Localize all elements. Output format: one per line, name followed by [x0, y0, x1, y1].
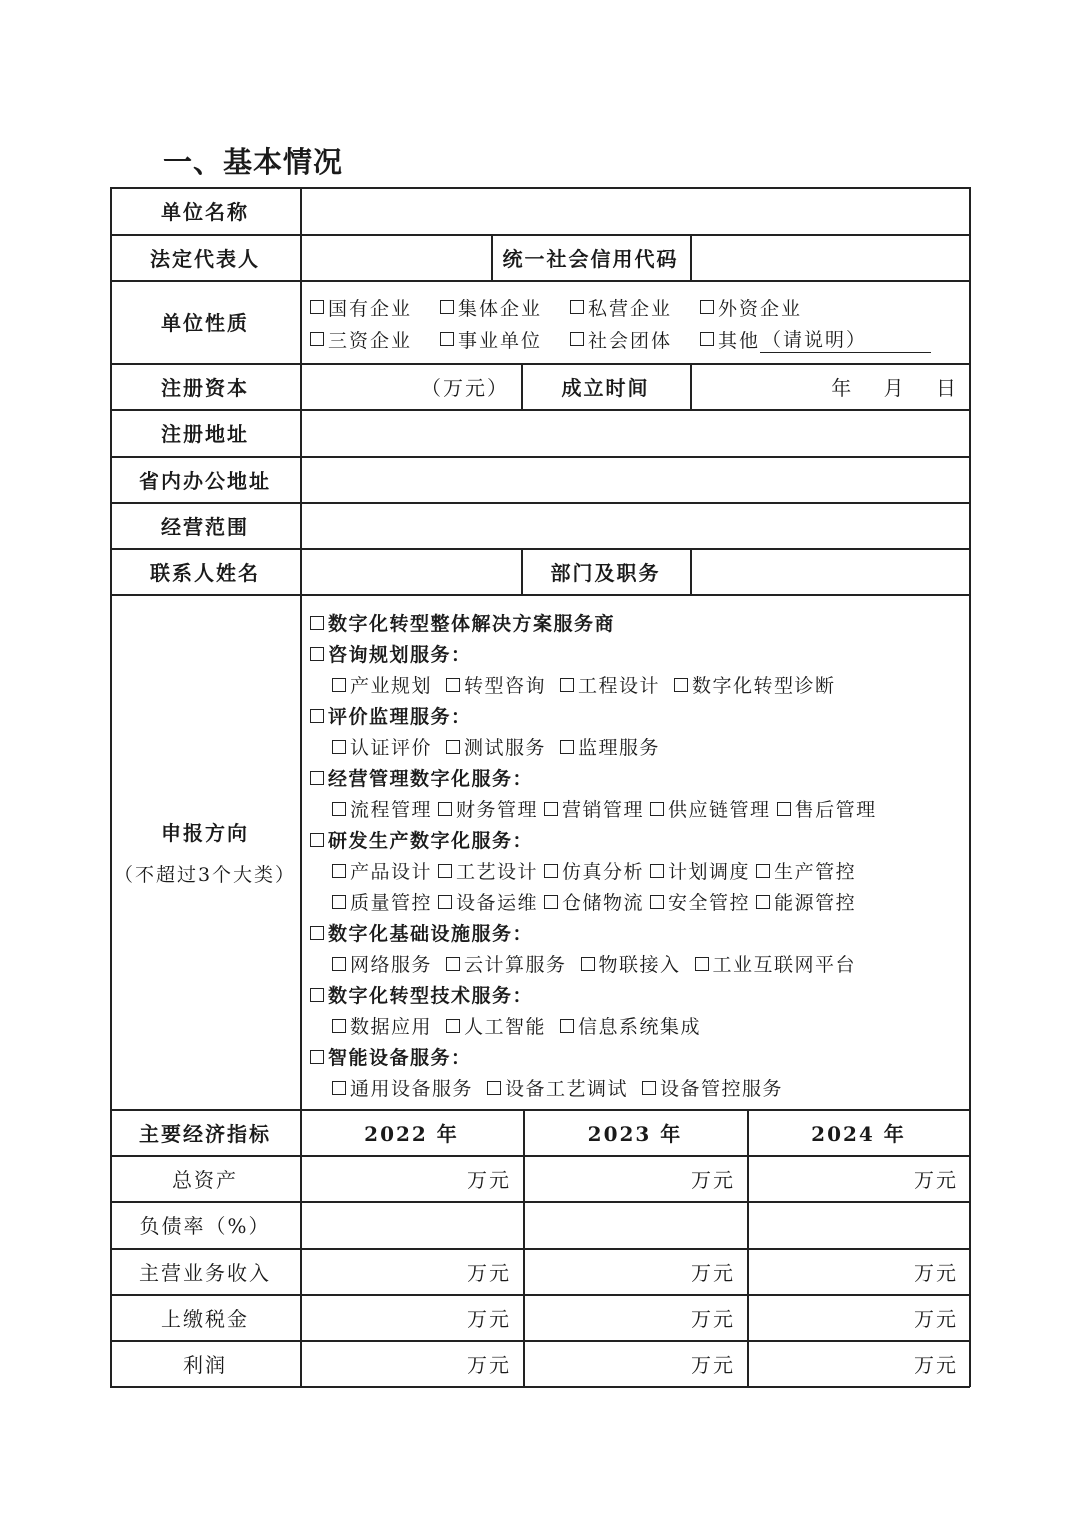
checkbox-icon [310, 833, 324, 847]
checkbox-icon [642, 1081, 656, 1095]
label-contact: 联系人姓名 [150, 561, 260, 585]
dir-infra-item[interactable]: 网络服务 [332, 950, 432, 977]
section-title: 一、基本情况 [163, 145, 344, 179]
checkbox-icon [310, 616, 324, 630]
label-indicators: 主要经济指标 [139, 1122, 271, 1146]
indicator-unit: 万元 [691, 1261, 735, 1285]
dir-rnd-item[interactable]: 生产管控 [756, 857, 856, 884]
label-reg-address: 注册地址 [161, 422, 249, 446]
basic-info-table [110, 187, 970, 1387]
capital-unit: （万元） [421, 376, 509, 400]
checkbox-icon [570, 300, 584, 314]
dir-mgmt-item[interactable]: 售后管理 [777, 795, 877, 822]
label-credit-code: 统一社会信用代码 [502, 247, 679, 271]
option-social-group[interactable]: 社会团体 [570, 326, 700, 353]
label-office-address: 省内办公地址 [139, 469, 271, 493]
checkbox-icon [756, 864, 770, 878]
checkbox-icon [310, 988, 324, 1002]
dir-consult-item[interactable]: 工程设计 [560, 671, 660, 698]
checkbox-icon [310, 300, 324, 314]
checkbox-icon [438, 895, 452, 909]
checkbox-icon [487, 1081, 501, 1095]
dir-rnd-item[interactable]: 计划调度 [650, 857, 750, 884]
dir-rnd[interactable]: 研发生产数字化服务： [310, 824, 970, 855]
dir-device-item[interactable]: 设备工艺调试 [487, 1074, 628, 1101]
direction-options [310, 607, 970, 1103]
dir-tech-item[interactable]: 信息系统集成 [560, 1012, 701, 1039]
checkbox-icon [446, 957, 460, 971]
label-founded: 成立时间 [561, 376, 650, 400]
dir-infra[interactable]: 数字化基础设施服务： [310, 917, 970, 948]
checkbox-icon [560, 678, 574, 692]
checkbox-icon [440, 332, 454, 346]
label-reg-capital: 注册资本 [161, 376, 249, 400]
checkbox-icon [332, 864, 346, 878]
checkbox-icon [332, 1081, 346, 1095]
dir-rnd-item[interactable]: 仓储物流 [544, 888, 644, 915]
indicator-unit: 万元 [467, 1353, 511, 1377]
indicator-unit: 万元 [467, 1307, 511, 1331]
checkbox-icon [756, 895, 770, 909]
checkbox-icon [310, 771, 324, 785]
dir-infra-item[interactable]: 工业互联网平台 [695, 950, 857, 977]
dir-device-item[interactable]: 通用设备服务 [332, 1074, 473, 1101]
dir-consult-item[interactable]: 转型咨询 [446, 671, 546, 698]
checkbox-icon [581, 957, 595, 971]
dir-tech-item[interactable]: 数据应用 [332, 1012, 432, 1039]
checkbox-icon [332, 740, 346, 754]
checkbox-icon [570, 332, 584, 346]
dir-eval-item[interactable]: 监理服务 [560, 733, 660, 760]
label-business-scope: 经营范围 [161, 515, 249, 539]
dir-mgmt[interactable]: 经营管理数字化服务： [310, 762, 970, 793]
option-state-owned[interactable]: 国有企业 [310, 294, 440, 321]
indicator-unit: 万元 [691, 1353, 735, 1377]
indicator-label: 总资产 [172, 1168, 238, 1192]
checkbox-icon [310, 332, 324, 346]
option-private[interactable]: 私营企业 [570, 294, 700, 321]
direction-label-cell [110, 594, 300, 1109]
checkbox-icon [695, 957, 709, 971]
dir-rnd-item[interactable]: 仿真分析 [544, 857, 644, 884]
dir-rnd-item[interactable]: 产品设计 [332, 857, 432, 884]
label-unit-name: 单位名称 [161, 200, 249, 224]
label-direction-note: （不超过3个大类） [113, 863, 297, 886]
dir-mgmt-item[interactable]: 营销管理 [544, 795, 644, 822]
indicator-unit: 万元 [914, 1168, 958, 1192]
checkbox-icon [650, 802, 664, 816]
dir-infra-item[interactable]: 云计算服务 [446, 950, 567, 977]
label-direction: 申报方向 [161, 820, 249, 845]
dir-tech[interactable]: 数字化转型技术服务： [310, 979, 970, 1010]
dir-mgmt-item[interactable]: 财务管理 [438, 795, 538, 822]
year-header: 2023 年 [587, 1122, 683, 1146]
year-header: 2022 年 [364, 1122, 459, 1146]
checkbox-icon [674, 678, 688, 692]
indicator-unit: 万元 [914, 1307, 958, 1331]
checkbox-icon [700, 332, 714, 346]
year-header: 2024 年 [811, 1122, 906, 1146]
date-format: 年 月 日 [831, 376, 958, 400]
dir-rnd-item[interactable]: 安全管控 [650, 888, 750, 915]
checkbox-icon [438, 864, 452, 878]
checkbox-icon [560, 1019, 574, 1033]
dir-eval[interactable]: 评价监理服务： [310, 700, 970, 731]
dir-rnd-item[interactable]: 质量管控 [332, 888, 432, 915]
indicator-unit: 万元 [467, 1261, 511, 1285]
checkbox-icon [544, 895, 558, 909]
checkbox-icon [310, 1050, 324, 1064]
checkbox-icon [560, 740, 574, 754]
dir-rnd-item[interactable]: 能源管控 [756, 888, 856, 915]
dir-device[interactable]: 智能设备服务： [310, 1041, 970, 1072]
dir-tech-item[interactable]: 人工智能 [446, 1012, 546, 1039]
checkbox-icon [777, 802, 791, 816]
dir-consult-item[interactable]: 数字化转型诊断 [674, 671, 836, 698]
checkbox-icon [440, 300, 454, 314]
checkbox-icon [332, 1019, 346, 1033]
dir-mgmt-item[interactable]: 流程管理 [332, 795, 432, 822]
option-other[interactable]: 其他 （请说明） [700, 325, 931, 353]
checkbox-icon [544, 864, 558, 878]
unit-nature-options [310, 291, 931, 355]
indicator-label: 利润 [183, 1353, 227, 1377]
indicator-unit: 万元 [691, 1168, 735, 1192]
checkbox-icon [700, 300, 714, 314]
checkbox-icon [310, 926, 324, 940]
dir-rnd-item[interactable]: 工艺设计 [438, 857, 538, 884]
indicator-label: 上缴税金 [161, 1307, 249, 1331]
indicator-label: 负债率（%） [139, 1214, 271, 1238]
checkbox-icon [332, 678, 346, 692]
option-public-institution[interactable]: 事业单位 [440, 326, 570, 353]
checkbox-icon [544, 802, 558, 816]
indicator-unit: 万元 [914, 1353, 958, 1377]
indicator-unit: 万元 [691, 1307, 735, 1331]
dir-consult[interactable]: 咨询规划服务： [310, 638, 970, 669]
dir-consult-item[interactable]: 产业规划 [332, 671, 432, 698]
dir-infra-item[interactable]: 物联接入 [581, 950, 681, 977]
option-collective[interactable]: 集体企业 [440, 294, 570, 321]
label-dept-position: 部门及职务 [550, 561, 661, 585]
checkbox-icon [438, 802, 452, 816]
checkbox-icon [332, 802, 346, 816]
option-three-capital[interactable]: 三资企业 [310, 326, 440, 353]
dir-eval-item[interactable]: 认证评价 [332, 733, 432, 760]
dir-mgmt-item[interactable]: 供应链管理 [650, 795, 771, 822]
option-foreign[interactable]: 外资企业 [700, 294, 802, 321]
dir-eval-item[interactable]: 测试服务 [446, 733, 546, 760]
checkbox-icon [446, 1019, 460, 1033]
other-note: （请说明） [760, 325, 931, 353]
indicator-label: 主营业务收入 [139, 1261, 271, 1285]
indicator-unit: 万元 [914, 1261, 958, 1285]
checkbox-icon [650, 895, 664, 909]
checkbox-icon [650, 864, 664, 878]
checkbox-icon [310, 709, 324, 723]
checkbox-icon [446, 740, 460, 754]
checkbox-icon [332, 957, 346, 971]
checkbox-icon [332, 895, 346, 909]
indicator-unit: 万元 [467, 1168, 511, 1192]
checkbox-icon [310, 647, 324, 661]
label-legal-rep: 法定代表人 [150, 247, 260, 271]
label-unit-nature: 单位性质 [161, 311, 249, 335]
dir-overall[interactable]: 数字化转型整体解决方案服务商 [310, 607, 970, 638]
dir-device-item[interactable]: 设备管控服务 [642, 1074, 783, 1101]
dir-rnd-item[interactable]: 设备运维 [438, 888, 538, 915]
checkbox-icon [446, 678, 460, 692]
